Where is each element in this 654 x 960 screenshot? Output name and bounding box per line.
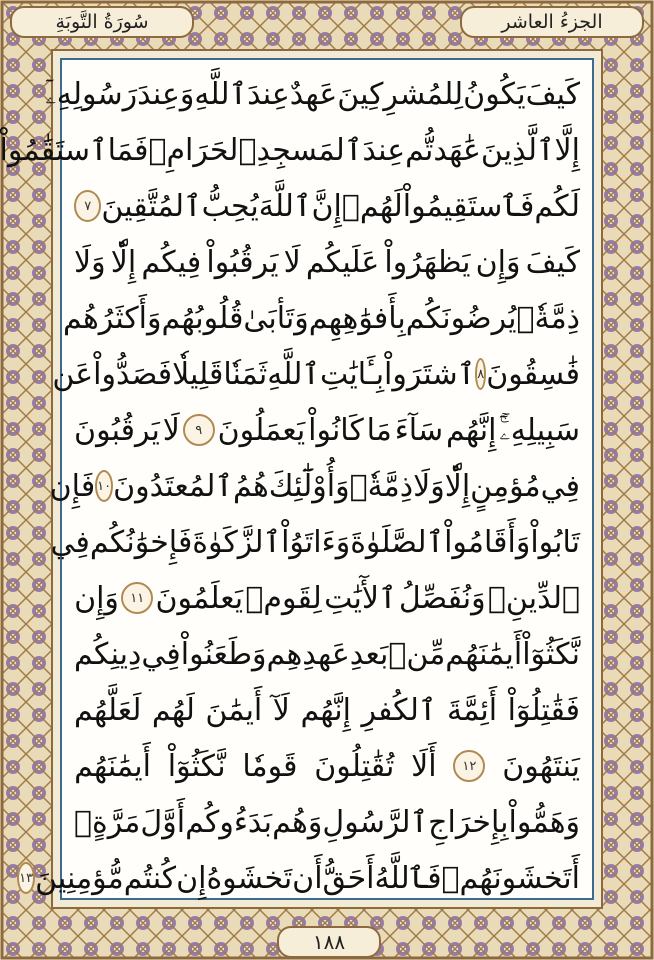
word: عَن xyxy=(52,356,94,392)
ayah-marker: ١٢ xyxy=(453,750,485,782)
word: أَيمَٰنَ xyxy=(205,692,263,728)
word: وَنُفَصِّلُ xyxy=(398,580,486,616)
word: ٱللَّهَ xyxy=(258,188,312,224)
verse-line xyxy=(0,122,580,178)
word: أَوَّلَ xyxy=(140,804,186,840)
word: عَهدِهِم xyxy=(266,636,350,672)
word: ذِمَّةٗۚ xyxy=(516,300,580,336)
word: تُقَٰتِلُونَ xyxy=(314,748,395,784)
ayah-marker: ١٠ xyxy=(95,470,113,502)
word: فِي xyxy=(50,524,90,560)
word: وَلَا xyxy=(74,244,106,280)
word: عِندَ xyxy=(362,132,406,168)
word: فَٱستَقِيمُواْ xyxy=(402,188,535,224)
verse-line xyxy=(74,402,580,458)
word: كَيفَ xyxy=(525,244,580,280)
word: يَرقُبُونَ xyxy=(74,412,160,448)
word: إِنَّهُم xyxy=(300,692,351,728)
word: مَا xyxy=(366,412,392,448)
word: ٱلرَّسُولِ xyxy=(322,804,429,840)
word: فَإِن xyxy=(49,468,96,504)
word: وَأَكثَرُهُم xyxy=(63,300,162,336)
word: قَلِيلٗا xyxy=(172,356,224,392)
word: عِندَ xyxy=(247,76,290,112)
word: قُلُوبُهُم xyxy=(161,300,244,336)
word: إِنَّ xyxy=(311,188,342,224)
word: وَأَقَامُواْ xyxy=(444,524,531,560)
word: مِّنۢ xyxy=(388,636,446,672)
word: مَرَّةٍۚ xyxy=(74,804,141,840)
verse-line xyxy=(74,178,580,234)
word: يَعلَمُونَ xyxy=(155,580,244,616)
word: وَإِن xyxy=(475,244,521,280)
word: إِن xyxy=(176,860,207,896)
word: ٱلكُفرِ xyxy=(361,692,437,728)
word: نَّكَثُوٓاْ xyxy=(522,636,580,672)
word: لِلمُشرِكِينَ xyxy=(337,76,464,112)
word: أَن xyxy=(292,860,323,896)
word: تَخشَوهُ xyxy=(206,860,293,896)
word: أَيمَٰنَهُم xyxy=(445,636,523,672)
word: لَكُم xyxy=(534,188,580,224)
word: بَعدِ xyxy=(349,636,389,672)
word: ٱللَّهِ xyxy=(194,76,248,112)
word: ٱلدِّينِۗ xyxy=(487,580,580,616)
word: إِنَّهُم xyxy=(445,412,497,448)
word: ٱلصَّلَوٰةَ xyxy=(350,524,445,560)
word: ٱلأٓيَٰتِ xyxy=(324,580,397,616)
word: يَرقُبُواْ xyxy=(206,244,279,280)
word: لَا xyxy=(162,412,180,448)
word: نَّكَثُوٓاْ xyxy=(167,748,226,784)
ayah-marker: ١٣ xyxy=(17,862,35,894)
surah-name-header: سُورَةُ التَّوبَةِ xyxy=(10,6,194,38)
word: مُؤمِنٍ xyxy=(470,468,541,504)
word: كَيفَ xyxy=(525,76,580,112)
word: ٱلمُتَّقِينَ xyxy=(101,188,202,224)
word: مُّؤمِنِينَ xyxy=(35,860,124,896)
word: يُرضُونَكُم xyxy=(405,300,517,336)
word: يَظهَرُواْ xyxy=(384,244,471,280)
word: لَعَلَّهُم xyxy=(74,692,142,728)
word: فَٰسِقُونَ xyxy=(486,356,580,392)
word: وَهُم xyxy=(272,804,323,840)
ayah-marker: ٨ xyxy=(475,358,486,390)
verse-line xyxy=(74,234,580,290)
juz-name-header: الجزءُ العاشر xyxy=(460,6,644,38)
word: ٱلحَرَامِۖ xyxy=(148,132,257,168)
verse-line xyxy=(74,626,580,682)
word: عَٰهَدتُّم xyxy=(405,132,481,168)
verse-line xyxy=(50,514,580,570)
word: لَهُمۚ xyxy=(341,188,403,224)
word: يَنتَهُونَ xyxy=(502,748,580,784)
word: وَلَا xyxy=(413,468,445,504)
word: كُنتُم xyxy=(123,860,177,896)
verse-line xyxy=(63,290,580,346)
word: ٱستَقَٰمُواْ xyxy=(0,132,108,168)
word: بِإِخرَاجِ xyxy=(428,804,509,840)
word: رَسُولِهِۦٓ xyxy=(45,76,138,112)
word: يَعمَلُونَ xyxy=(217,412,306,448)
word: وَءَاتَوُاْ xyxy=(281,524,351,560)
word: فَٱللَّهُ xyxy=(374,860,442,896)
word: هُمُ xyxy=(232,468,269,504)
verse-line xyxy=(49,458,580,514)
word: فَإِخوَٰنُكُم xyxy=(89,524,193,560)
word: أَيمَٰنَهُم xyxy=(74,748,151,784)
word: ٱلمُعتَدُونَ xyxy=(113,468,233,504)
word: وَهَمُّواْ xyxy=(508,804,580,840)
word: وَأُوْلَٰٓئِكَ xyxy=(268,468,350,504)
word: لَا xyxy=(283,244,301,280)
word: إِلَّا xyxy=(554,132,580,168)
verse-line xyxy=(74,682,580,738)
word: لِقَومٖ xyxy=(245,580,322,616)
word: ثَمَنٗا xyxy=(223,356,268,392)
word: ٱللَّهِ xyxy=(267,356,320,392)
word: سَبِيلِهِۦٓۚ xyxy=(499,412,580,448)
word: عَهدٌ xyxy=(289,76,338,112)
word: إِلّٗا xyxy=(444,468,471,504)
word: فَمَا xyxy=(107,132,149,168)
word: ذِمَّةٗۚ xyxy=(349,468,414,504)
verse-line xyxy=(52,346,580,402)
verse-lines xyxy=(0,66,580,906)
word: ٱلزَّكَوٰةَ xyxy=(192,524,282,560)
word: بِأَفوَٰهِهِم xyxy=(308,300,406,336)
word: فِي xyxy=(141,636,181,672)
word: بَدَءُوكُم xyxy=(185,804,273,840)
word: إِلّٗا xyxy=(110,244,137,280)
word: فِي xyxy=(540,468,580,504)
word: لَآ xyxy=(272,692,290,728)
word: كَانُواْ xyxy=(308,412,364,448)
word: ٱشتَرَواْ xyxy=(384,356,476,392)
verse-line xyxy=(74,570,580,626)
verse-line xyxy=(19,850,580,906)
word: أَلَا xyxy=(411,748,437,784)
verse-line xyxy=(74,794,580,850)
word: قَومٗا xyxy=(242,748,298,784)
word: بِـَٔايَٰتِ xyxy=(319,356,385,392)
word: وَعِندَ xyxy=(137,76,195,112)
word: وَتَأبَىٰ xyxy=(243,300,309,336)
word: تَابُواْ xyxy=(530,524,580,560)
word: فِيكُم xyxy=(141,244,202,280)
word: عَلَيكُم xyxy=(305,244,380,280)
ayah-marker: ٧ xyxy=(74,190,101,222)
verse-line xyxy=(74,738,580,794)
word: فَقَٰتِلُوٓاْ xyxy=(507,692,580,728)
word: أَئِمَّةَ xyxy=(447,692,498,728)
word: ٱلَّذِينَ xyxy=(480,132,555,168)
word: دِينِكُم xyxy=(74,636,142,672)
page-number: ١٨٨ xyxy=(277,926,381,958)
word: فَصَدُّواْ xyxy=(93,356,173,392)
ayah-marker: ١١ xyxy=(121,582,153,614)
word: ٱلمَسجِدِ xyxy=(256,132,363,168)
word: يُحِبُّ xyxy=(201,188,259,224)
ayah-marker: ٩ xyxy=(183,414,215,446)
word: لَهُم xyxy=(151,692,195,728)
word: أَتَخشَونَهُمۚ xyxy=(441,860,580,896)
word: وَطَعَنُواْ xyxy=(180,636,267,672)
word: سَآءَ xyxy=(394,412,444,448)
verse-line xyxy=(45,66,580,122)
word: يَكُونُ xyxy=(463,76,526,112)
word: وَإِن xyxy=(74,580,119,616)
word: أَحَقُّ xyxy=(322,860,375,896)
